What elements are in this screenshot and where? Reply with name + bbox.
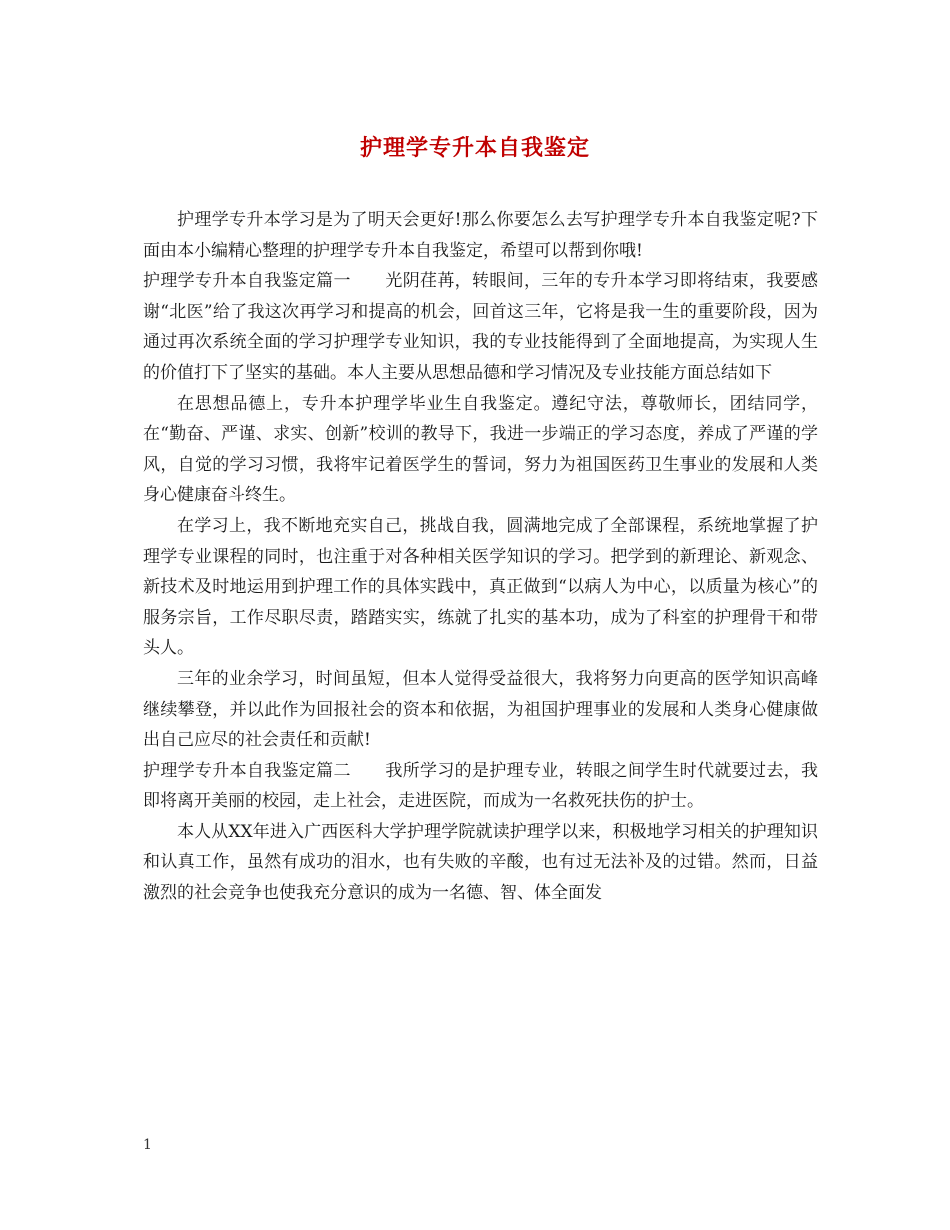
document-title: 护理学专升本自我鉴定 (359, 135, 590, 161)
paragraph-summary: 三年的业余学习，时间虽短，但本人觉得受益很大，我将努力向更高的医学知识高峰继续攀登，并以此作为回报社会的资本和依据，为祖国护理事业的发展和人类身心健康做出自己应尽的社会责任和贡献! (143, 668, 818, 751)
document-body (143, 205, 818, 909)
paragraph-section-two: 护理学专升本自我鉴定篇二 我所学习的是护理专业，转眼之间学生时代就要过去，我即将离开美丽的校园，走上社会，走进医院，而成为一名救死扶伤的护士。 (143, 760, 818, 812)
page-number: 1 (143, 1137, 152, 1153)
paragraph-background: 本人从XX年进入广西医科大学护理学院就读护理学以来，积极地学习相关的护理知识和认真工作，虽然有成功的泪水，也有失败的辛酸，也有过无法补及的过错。然而，日益激烈的社会竞争也使我充分意识的成为一名德、智、体全面发 (143, 821, 818, 904)
paragraph-section-one: 护理学专升本自我鉴定篇一 光阴荏苒，转眼间，三年的专升本学习即将结束，我要感谢“北医”给了我这次再学习和提高的机会，回首这三年，它将是我一生的重要阶段，因为通过再次系统全面的学习护理学专业知识，我的专业技能得到了全面地提高，为实现人生的价值打下了坚实的基础。本人主要从思想品德和学习情况及专业技能方面总结如下 (143, 271, 818, 383)
paragraph-intro: 护理学专升本学习是为了明天会更好!那么你要怎么去写护理学专升本自我鉴定呢?下面由本小编精心整理的护理学专升本自我鉴定，希望可以帮到你哦! (143, 210, 818, 261)
paragraph-study: 在学习上，我不断地充实自己，挑战自我，圆满地完成了全部课程，系统地掌握了护理学专业课程的同时，也注重于对各种相关医学知识的学习。把学到的新理论、新观念、新技术及时地运用到护理工作的具体实践中，真正做到“以病人为中心，以质量为核心”的服务宗旨，工作尽职尽责，踏踏实实，练就了扎实的基本功，成为了科室的护理骨干和带头人。 (143, 515, 818, 659)
paragraph-moral: 在思想品德上，专升本护理学毕业生自我鉴定。遵纪守法，尊敬师长，团结同学，在“勤奋、严谨、求实、创新”校训的教导下，我进一步端正的学习态度，养成了严谨的学风，自觉的学习习惯，我将牢记着医学生的誓词，努力为祖国医药卫生事业的发展和人类身心健康奋斗终生。 (143, 393, 818, 506)
